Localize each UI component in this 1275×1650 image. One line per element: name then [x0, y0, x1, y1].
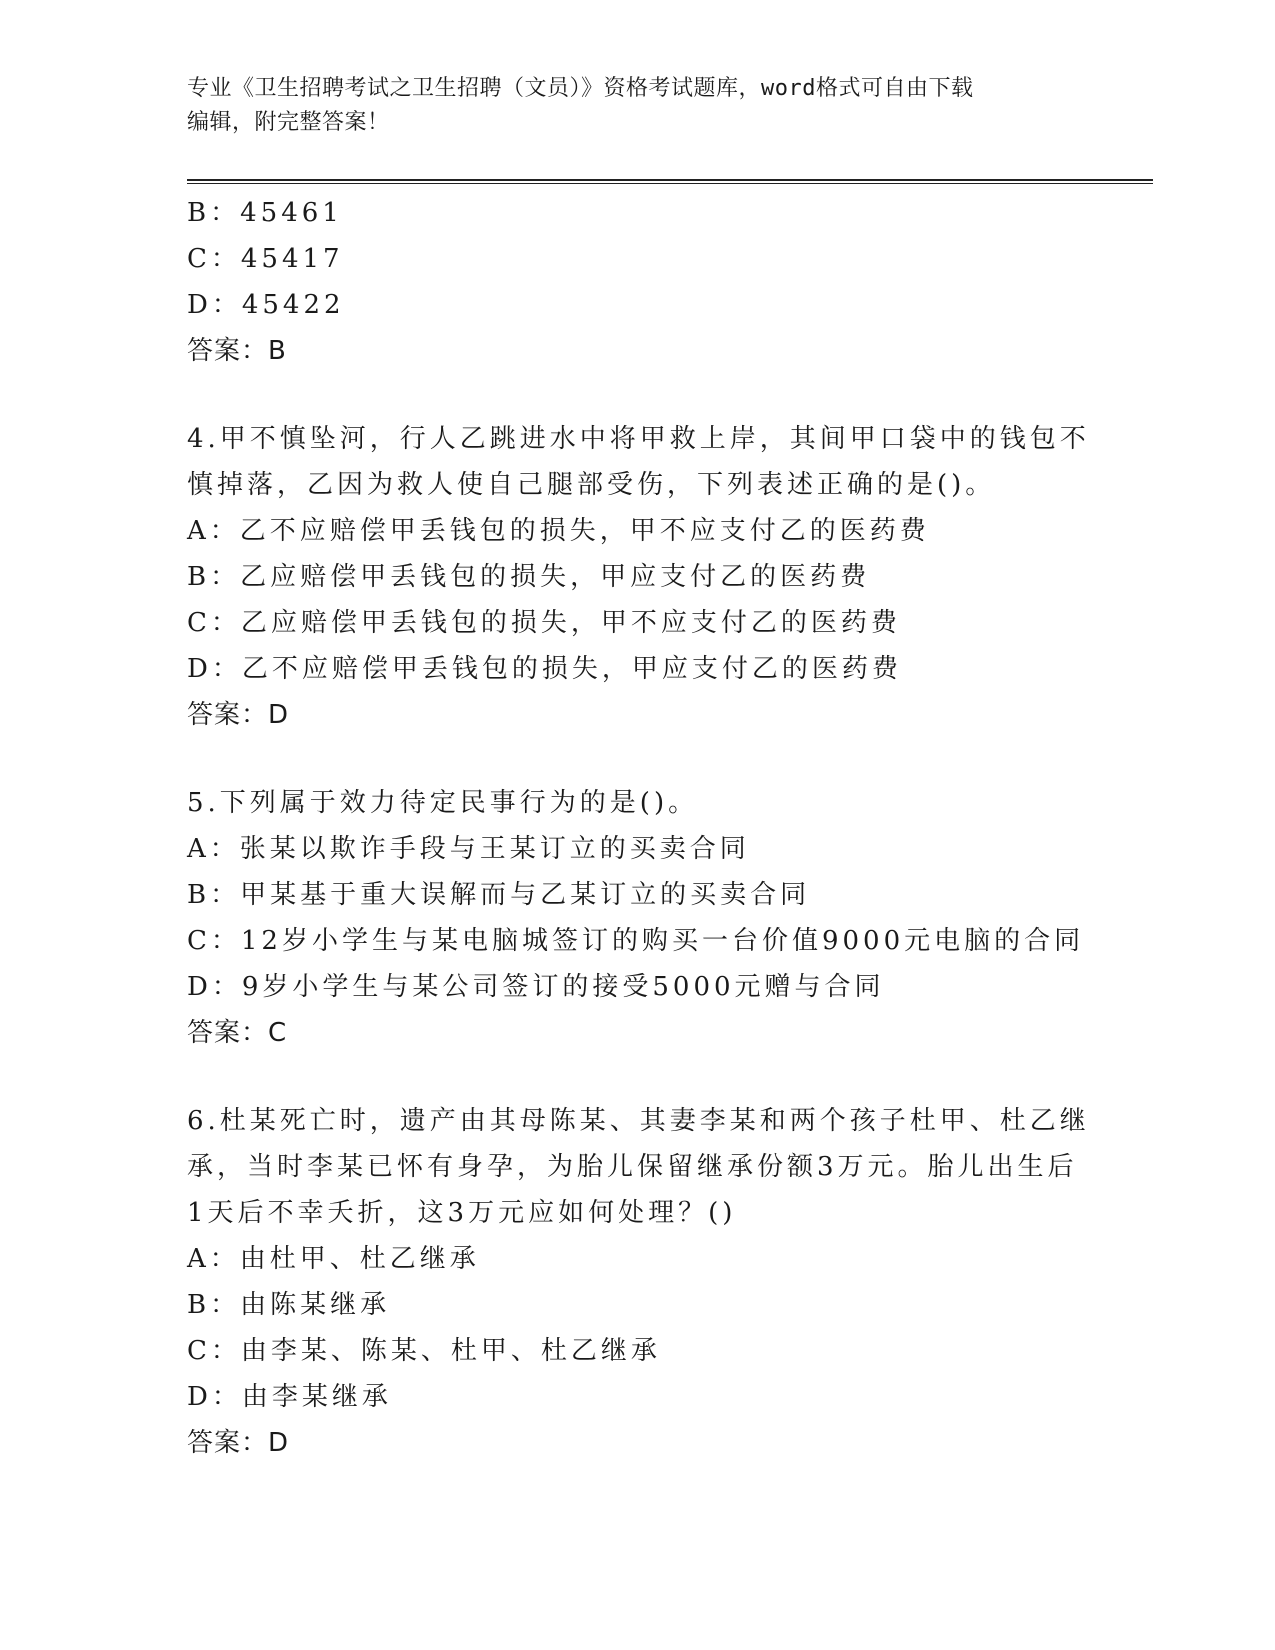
option-c: C：45417	[187, 244, 344, 274]
question-stem: 5.下列属于效力待定民事行为的是()。	[187, 788, 699, 818]
header-line-1: 专业《卫生招聘考试之卫生招聘（文员）》资格考试题库，word格式可自由下载	[187, 76, 974, 101]
question-stem: 6.杜某死亡时，遗产由其母陈某、其妻李某和两个孩子杜甲、杜乙继	[187, 1106, 1090, 1136]
question-stem: 承，当时李某已怀有身孕，为胎儿保留继承份额3万元。胎儿出生后	[187, 1152, 1078, 1182]
answer-line: 答案：B	[187, 336, 287, 366]
option-b: B：45461	[187, 198, 343, 228]
option-a: A：张某以欺诈手段与王某订立的买卖合同	[187, 834, 750, 864]
option-c: C：乙应赔偿甲丢钱包的损失，甲不应支付乙的医药费	[187, 608, 901, 638]
question-4-block	[187, 416, 1090, 738]
answer-line: 答案：D	[187, 700, 290, 730]
option-c: C：12岁小学生与某电脑城签订的购买一台价值9000元电脑的合同	[187, 926, 1085, 956]
question-6-block	[187, 1098, 1090, 1466]
header-line-2: 编辑，附完整答案！	[187, 110, 390, 135]
question-stem: 慎掉落，乙因为救人使自己腿部受伤，下列表述正确的是()。	[187, 470, 996, 500]
answer-line: 答案：C	[187, 1018, 288, 1048]
option-d: D：9岁小学生与某公司签订的接受5000元赠与合同	[187, 972, 885, 1002]
question-stem: 4.甲不慎坠河，行人乙跳进水中将甲救上岸，其间甲口袋中的钱包不	[187, 424, 1090, 454]
spacer	[187, 374, 1087, 416]
option-d: D：由李某继承	[187, 1382, 392, 1412]
header-divider-thin	[187, 183, 1153, 184]
document-header	[187, 72, 1087, 140]
question-3-block	[187, 190, 1087, 374]
option-d: D：45422	[187, 290, 345, 320]
option-b: B：由陈某继承	[187, 1290, 391, 1320]
option-c: C：由李某、陈某、杜甲、杜乙继承	[187, 1336, 661, 1366]
option-a: A：由杜甲、杜乙继承	[187, 1244, 480, 1274]
spacer	[187, 738, 1087, 780]
question-list	[187, 190, 1090, 1466]
question-stem: 1天后不幸夭折，这3万元应如何处理？()	[187, 1198, 737, 1228]
option-b: B：乙应赔偿甲丢钱包的损失，甲应支付乙的医药费	[187, 562, 871, 592]
option-d: D：乙不应赔偿甲丢钱包的损失，甲应支付乙的医药费	[187, 654, 902, 684]
answer-line: 答案：D	[187, 1428, 290, 1458]
option-a: A：乙不应赔偿甲丢钱包的损失，甲不应支付乙的医药费	[187, 516, 930, 546]
header-divider-thick	[187, 179, 1153, 181]
spacer	[187, 1056, 1087, 1098]
option-b: B：甲某基于重大误解而与乙某订立的买卖合同	[187, 880, 811, 910]
question-5-block	[187, 780, 1087, 1056]
